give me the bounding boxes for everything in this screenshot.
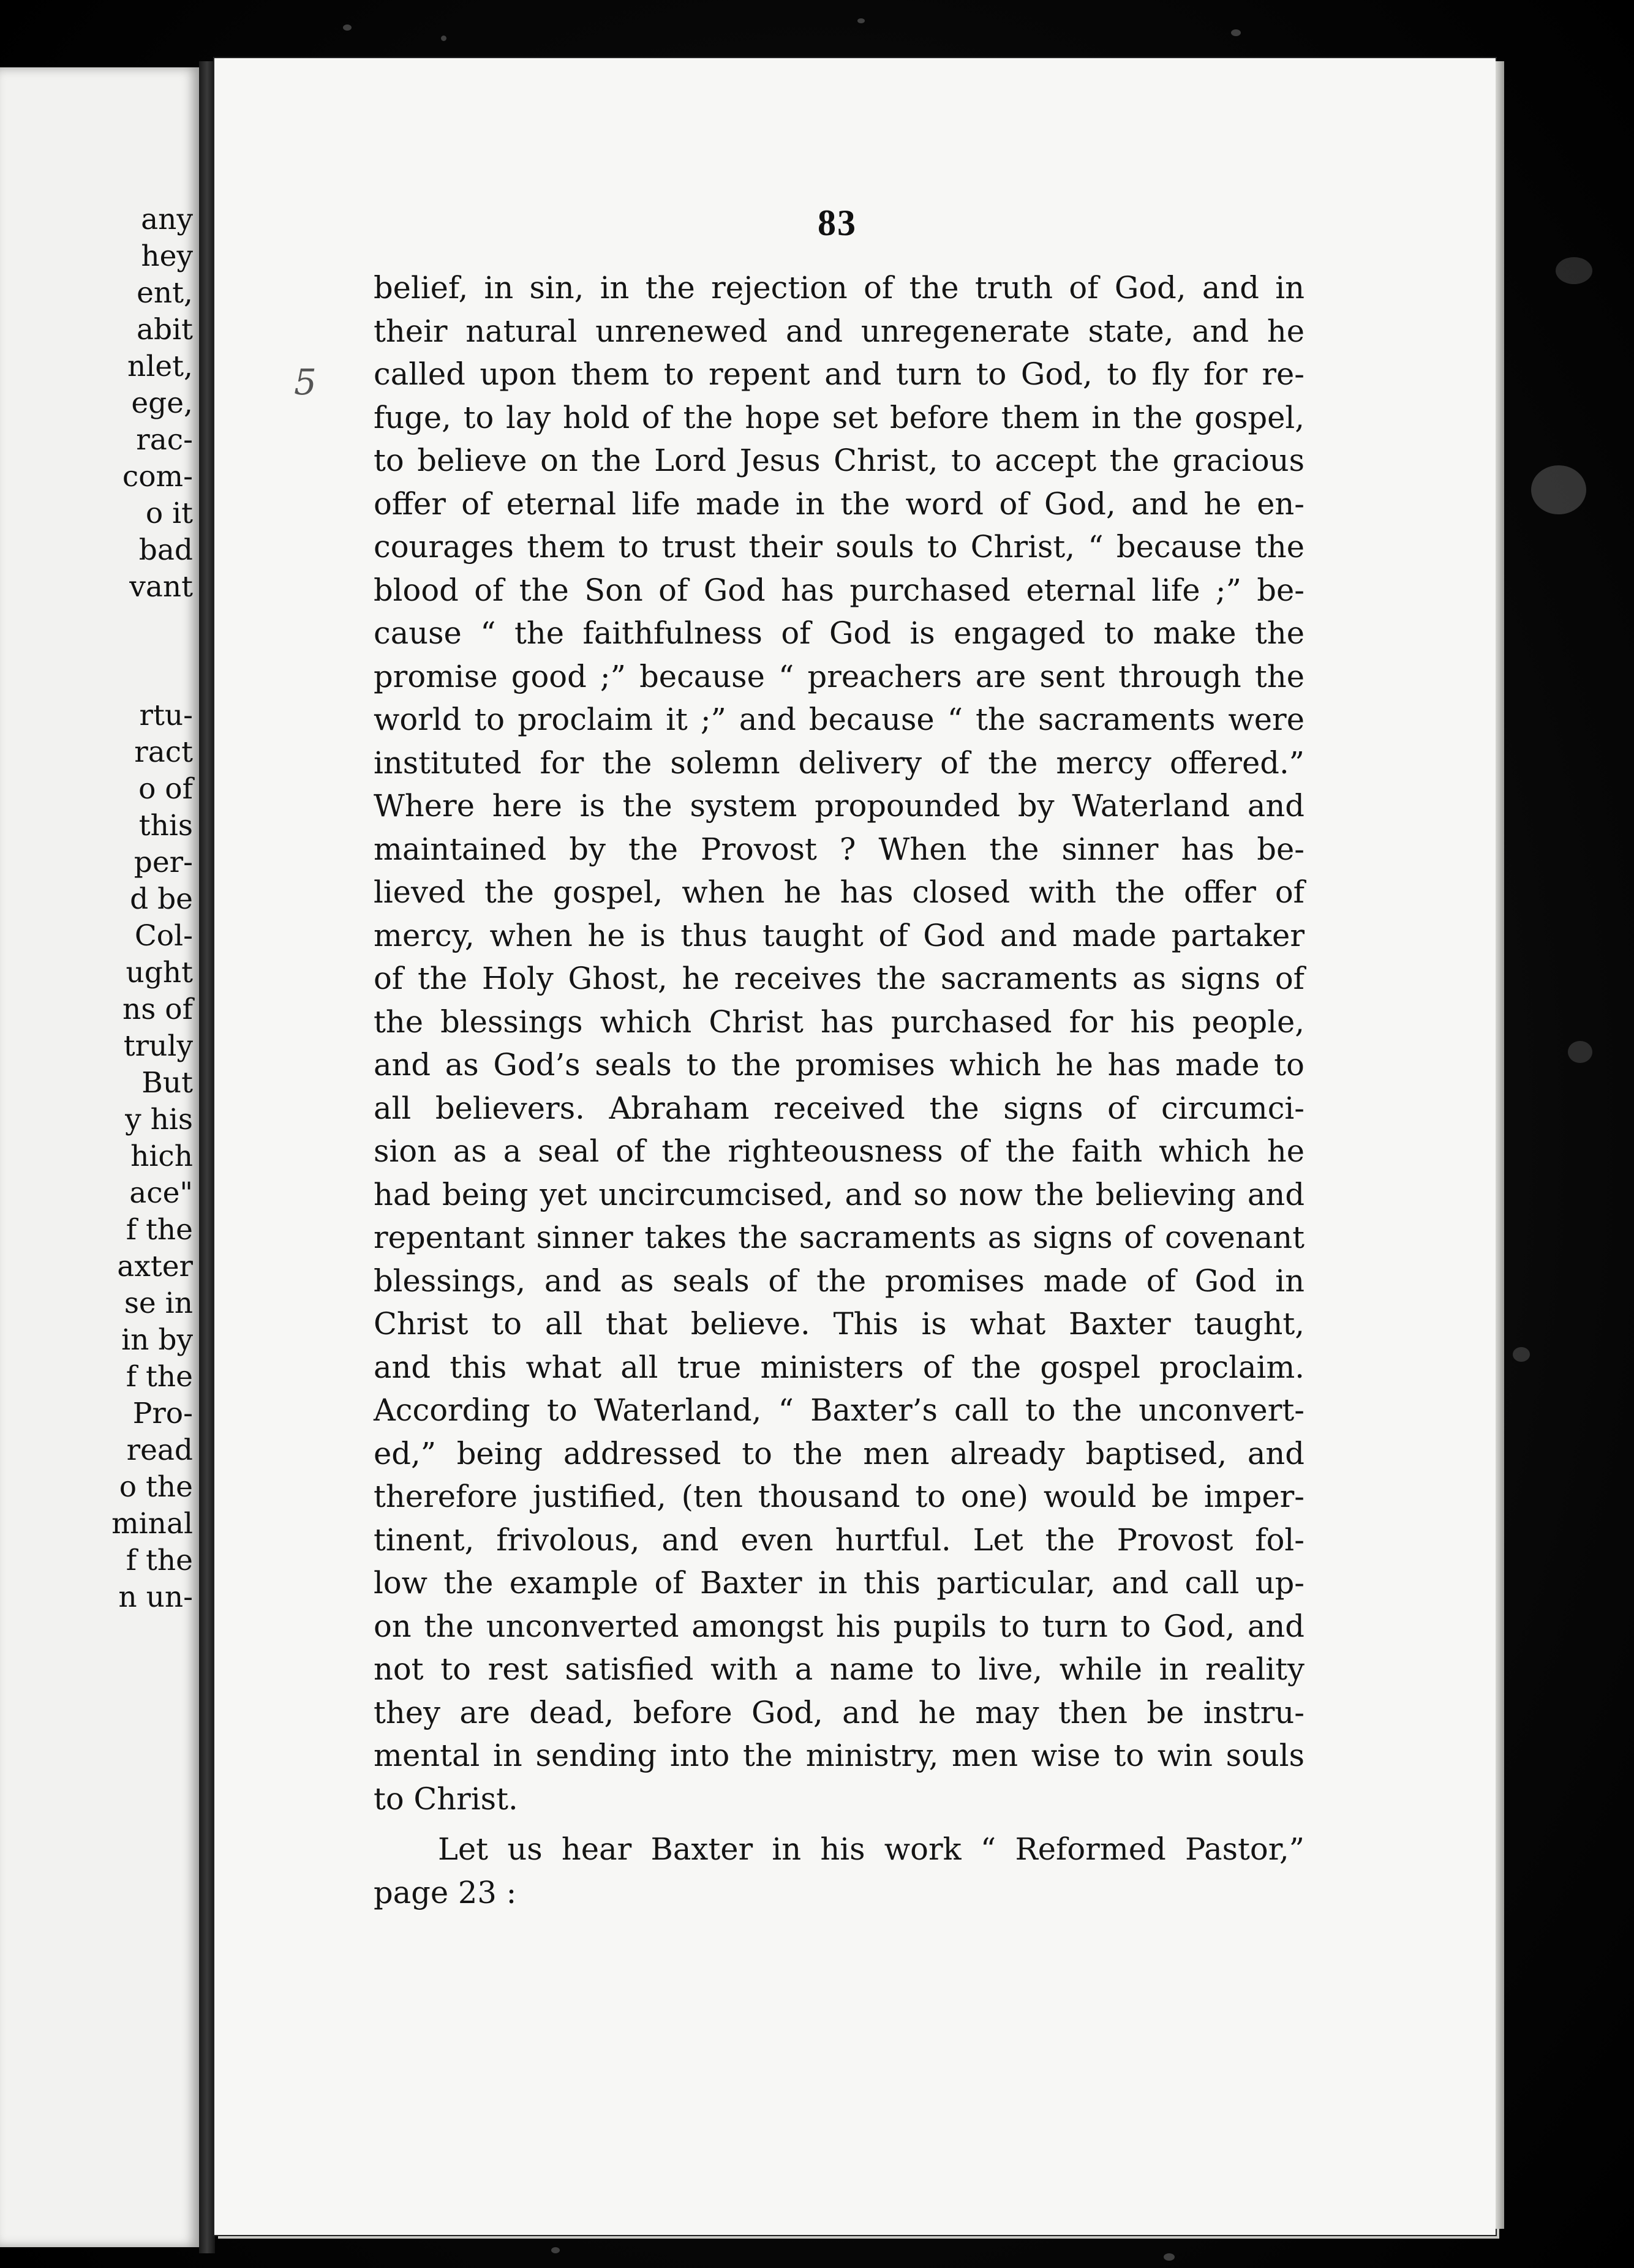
left-page-line-fragment: truly — [123, 1029, 193, 1063]
text-line: and as God’s seals to the promises which he has made to — [374, 1047, 1305, 1083]
book-gutter — [199, 61, 215, 2253]
dust-speck — [1556, 257, 1592, 284]
text-line: promise good ;” because “ preachers are sent through the — [374, 659, 1305, 694]
left-page-line-fragment: hich — [130, 1140, 193, 1173]
text-line: not to rest satisfied with a name to live, while in reality — [374, 1651, 1305, 1687]
dust-speck — [1164, 2253, 1175, 2261]
text-line: of the Holy Ghost, he receives the sacraments as signs of — [374, 961, 1305, 996]
dust-speck — [1231, 29, 1241, 36]
left-page-line-fragment: Pro- — [132, 1397, 193, 1430]
text-line: therefore justified, (ten thousand to one) would be imper- — [374, 1479, 1305, 1514]
left-page-line-fragment: this — [138, 809, 193, 843]
left-page-line-fragment: nlet, — [127, 350, 193, 383]
dust-speck — [1531, 465, 1586, 514]
left-page-line-fragment: abit — [136, 313, 193, 347]
text-line: blessings, and as seals of the promises made of God in — [374, 1263, 1305, 1299]
text-line: mental in sending into the ministry, men wise to win souls — [374, 1738, 1305, 1773]
text-line: sion as a seal of the righteousness of the faith which he — [374, 1133, 1305, 1169]
left-page-line-fragment: ract — [134, 735, 193, 769]
text-line: cause “ the faithfulness of God is engaged to make the — [374, 615, 1305, 651]
text-line: According to Waterland, “ Baxter’s call to the unconvert- — [374, 1392, 1305, 1428]
left-page-line-fragment: f the — [126, 1213, 193, 1247]
text-line: fuge, to lay hold of the hope set before them in the gospel, — [374, 400, 1305, 435]
text-line: repentant sinner takes the sacraments as signs of covenant — [374, 1220, 1305, 1255]
text-line: blood of the Son of God has purchased eternal life ;” be- — [374, 573, 1305, 608]
left-page-line-fragment: n un- — [118, 1580, 193, 1614]
left-page-line-fragment: rac- — [136, 423, 193, 457]
text-line: Christ to all that believe. This is what Baxter taught, — [374, 1306, 1305, 1342]
text-line: mercy, when he is thus taught of God and made partaker — [374, 918, 1305, 953]
left-page-line-fragment: y his — [125, 1103, 193, 1136]
left-page-line-fragment: bad — [138, 533, 193, 567]
left-page-line-fragment: vant — [129, 570, 193, 604]
left-page-line-fragment: f the — [126, 1544, 193, 1577]
dust-speck — [1568, 1041, 1592, 1063]
left-page-line-fragment: minal — [111, 1507, 193, 1541]
text-line: lieved the gospel, when he has closed with the offer of — [374, 874, 1305, 910]
left-page-line-fragment: ent, — [137, 276, 193, 310]
text-line: instituted for the solemn delivery of the mercy offered.” — [374, 745, 1305, 781]
left-page-line-fragment: o of — [138, 772, 193, 806]
margin-annotation: 5 — [294, 361, 317, 403]
left-page-line-fragment: se in — [124, 1286, 193, 1320]
text-line: all believers. Abraham received the signs of circumci- — [374, 1091, 1305, 1126]
text-line: to Christ. — [374, 1781, 518, 1817]
dust-speck — [857, 18, 865, 23]
text-line: tinent, frivolous, and even hurtful. Let the Provost fol- — [374, 1522, 1305, 1558]
text-line: page 23 : — [374, 1875, 517, 1910]
left-page-line-fragment: o it — [145, 497, 193, 530]
left-page-line-fragment: ught — [126, 956, 193, 989]
text-line: maintained by the Provost ? When the sinner has be- — [374, 832, 1305, 867]
left-page-line-fragment: ns of — [122, 993, 193, 1026]
previous-page — [0, 67, 199, 2247]
text-line: and this what all true ministers of the gospel proclaim. — [374, 1350, 1305, 1385]
text-line: called upon them to repent and turn to God, to fly for re- — [374, 356, 1305, 392]
text-line: low the example of Baxter in this particular, and call up- — [374, 1565, 1305, 1601]
text-line: ed,” being addressed to the men already baptised, and — [374, 1436, 1305, 1471]
left-page-line-fragment: hey — [141, 239, 193, 273]
text-line: to believe on the Lord Jesus Christ, to accept the gracious — [374, 443, 1305, 478]
dust-speck — [343, 24, 352, 31]
text-line: Let us hear Baxter in his work “ Reformed Pastor,” — [438, 1831, 1305, 1867]
dust-speck — [1513, 1347, 1530, 1362]
text-line: they are dead, before God, and he may then be instru- — [374, 1695, 1305, 1730]
left-page-line-fragment: read — [126, 1433, 193, 1467]
text-line: world to proclaim it ;” and because “ the sacraments were — [374, 702, 1305, 737]
left-page-line-fragment: o the — [119, 1470, 193, 1504]
left-page-line-fragment: f the — [126, 1360, 193, 1394]
text-line: the blessings which Christ has purchased for his people, — [374, 1004, 1305, 1040]
text-line: had being yet uncircumcised, and so now the believing and — [374, 1177, 1305, 1212]
left-page-line-fragment: ege, — [131, 386, 193, 420]
left-page-line-fragment: in by — [121, 1323, 193, 1357]
left-page-line-fragment: ace" — [129, 1176, 193, 1210]
text-line: on the unconverted amongst his pupils to turn to God, and — [374, 1609, 1305, 1644]
text-line: belief, in sin, in the rejection of the truth of God, and in — [374, 270, 1305, 306]
left-page-line-fragment: any — [141, 203, 193, 236]
left-page-line-fragment: axter — [117, 1250, 193, 1283]
left-page-line-fragment: But — [141, 1066, 193, 1100]
left-page-line-fragment: d be — [130, 882, 193, 916]
text-line: courages them to trust their souls to Christ, “ because the — [374, 529, 1305, 565]
left-page-line-fragment: Col- — [134, 919, 193, 953]
text-line: their natural unrenewed and unregenerate state, and he — [374, 314, 1305, 349]
text-line: Where here is the system propounded by Waterland and — [374, 788, 1305, 824]
page-edge — [1496, 61, 1504, 2229]
page-number: 83 — [818, 203, 857, 243]
left-page-line-fragment: per- — [134, 846, 193, 879]
dust-speck — [551, 2247, 560, 2253]
left-page-line-fragment: com- — [122, 460, 193, 494]
left-page-line-fragment: rtu- — [139, 699, 193, 732]
text-line: offer of eternal life made in the word of God, and he en- — [374, 486, 1305, 522]
dust-speck — [441, 36, 446, 41]
